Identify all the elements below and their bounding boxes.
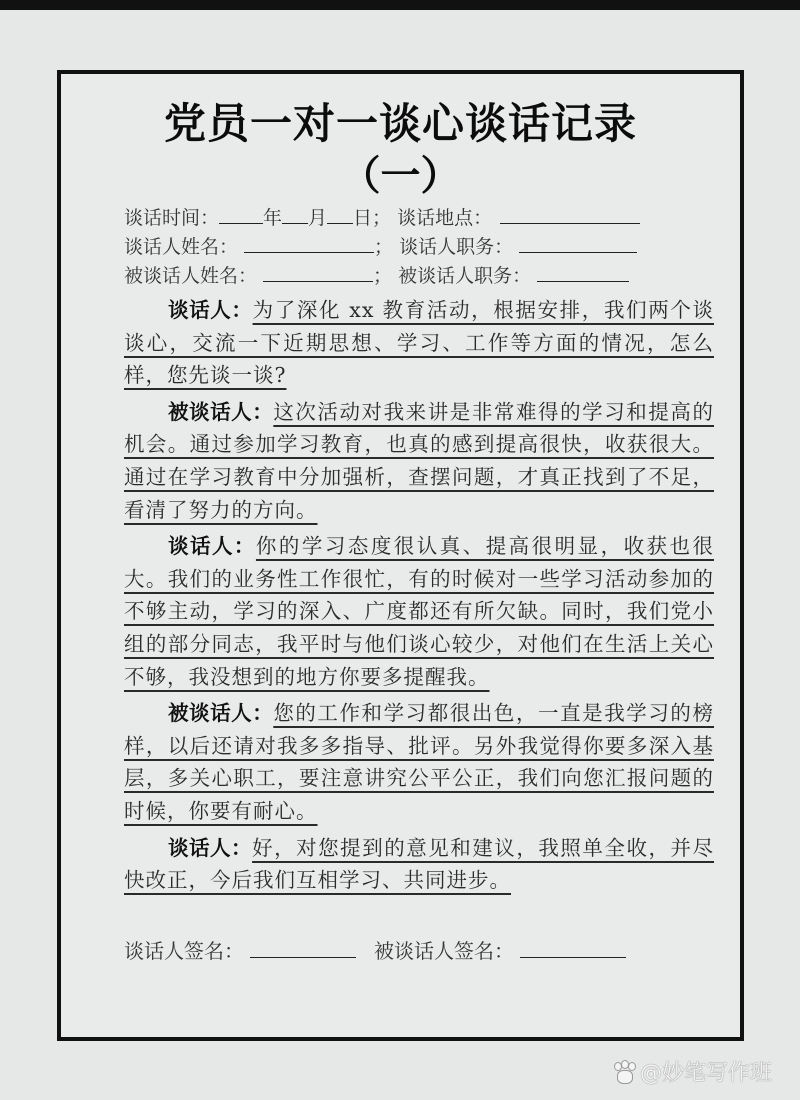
speech-text: 为了深化 xx 教育活动，根据安排，我们两个谈谈心，交流一下近期思想、学习、工作等方面的情况，怎么样，您先谈一谈? bbox=[124, 298, 715, 388]
time-label: 谈话时间： bbox=[124, 207, 220, 229]
speaker-label: 谈话人： bbox=[168, 835, 253, 860]
info-row-talkee bbox=[124, 262, 714, 291]
speaker-label: 谈话人： bbox=[168, 534, 256, 559]
talker-name-blank[interactable] bbox=[244, 234, 374, 253]
speech-text: 您的工作和学习都很出色，一直是我学习的榜样，以后还请对我多多指导、批评。另外我觉得你要多深入基层，多关心职工，要注意讲究公平公正，我们向您汇报问题的时候，你要有耐心。 bbox=[124, 701, 714, 823]
document-subtitle: （一） bbox=[340, 153, 461, 199]
month-blank[interactable] bbox=[282, 205, 308, 224]
separator: ； bbox=[374, 236, 394, 258]
talker-position-blank[interactable] bbox=[519, 234, 637, 253]
dialogue-entry bbox=[124, 396, 714, 526]
baidu-paw-icon bbox=[612, 1060, 636, 1084]
top-dark-band bbox=[0, 0, 800, 10]
dialogue-section bbox=[124, 294, 714, 901]
year-label: 年 bbox=[263, 207, 283, 229]
day-blank[interactable] bbox=[327, 205, 353, 224]
speech-text: 你的学习态度很认真、提高很明显，收获也很大。我们的业务性工作很忙，有的时候对一些学习活动参加的不够主动，学习的深入、广度都还有所欠缺。同时，我们党小组的部分同志，我平时与他们谈心较少，对他们在生活上关心不够，我没想到的地方你要多提醒我。 bbox=[124, 534, 715, 689]
dialogue-entry bbox=[124, 294, 714, 392]
speaker-label: 被谈话人： bbox=[168, 399, 274, 424]
talkee-position-blank[interactable] bbox=[537, 263, 629, 282]
talker-position-label: 谈话人职务： bbox=[399, 236, 514, 258]
dialogue-entry bbox=[124, 832, 714, 897]
talkee-signature-blank[interactable] bbox=[520, 939, 626, 958]
place-blank[interactable] bbox=[500, 205, 640, 224]
document-title: 党员一对一谈心谈话记录 bbox=[163, 99, 637, 148]
month-label: 月 bbox=[308, 207, 328, 229]
document-frame bbox=[57, 70, 744, 1041]
place-label: 谈话地点： bbox=[397, 207, 493, 229]
day-label: 日； bbox=[353, 207, 392, 229]
signature-row bbox=[124, 936, 724, 966]
talker-name-label: 谈话人姓名： bbox=[124, 236, 239, 258]
talker-signature-blank[interactable] bbox=[250, 939, 356, 958]
talkee-signature-label: 被谈话人签名： bbox=[374, 939, 514, 963]
speaker-label: 谈话人： bbox=[168, 298, 253, 322]
speaker-label: 被谈话人： bbox=[168, 701, 274, 726]
talker-signature-label: 谈话人签名： bbox=[124, 939, 244, 963]
watermark bbox=[612, 1056, 772, 1087]
info-fields bbox=[124, 204, 714, 291]
talkee-position-label: 被谈话人职务： bbox=[398, 265, 532, 287]
speech-text: 好，对您提到的意见和建议，我照单全收，并尽快改正，今后我们互相学习、共同进步。 bbox=[124, 835, 715, 893]
info-row-talker bbox=[124, 233, 714, 262]
talkee-name-label: 被谈话人姓名： bbox=[124, 265, 258, 287]
info-row-time-place bbox=[124, 204, 714, 233]
watermark-text: @妙笔写作班 bbox=[640, 1061, 773, 1086]
speech-text: 这次活动对我来讲是非常难得的学习和提高的机会。通过参加学习教育，也真的感到提高很快，收获很大。通过在学习教育中分加强析，查摆问题，才真正找到了不足，看清了努力的方向。 bbox=[124, 399, 714, 522]
separator: ； bbox=[373, 265, 393, 287]
dialogue-entry bbox=[124, 697, 714, 827]
year-blank[interactable] bbox=[219, 205, 263, 224]
talkee-name-blank[interactable] bbox=[263, 263, 373, 282]
dialogue-entry bbox=[124, 530, 714, 693]
